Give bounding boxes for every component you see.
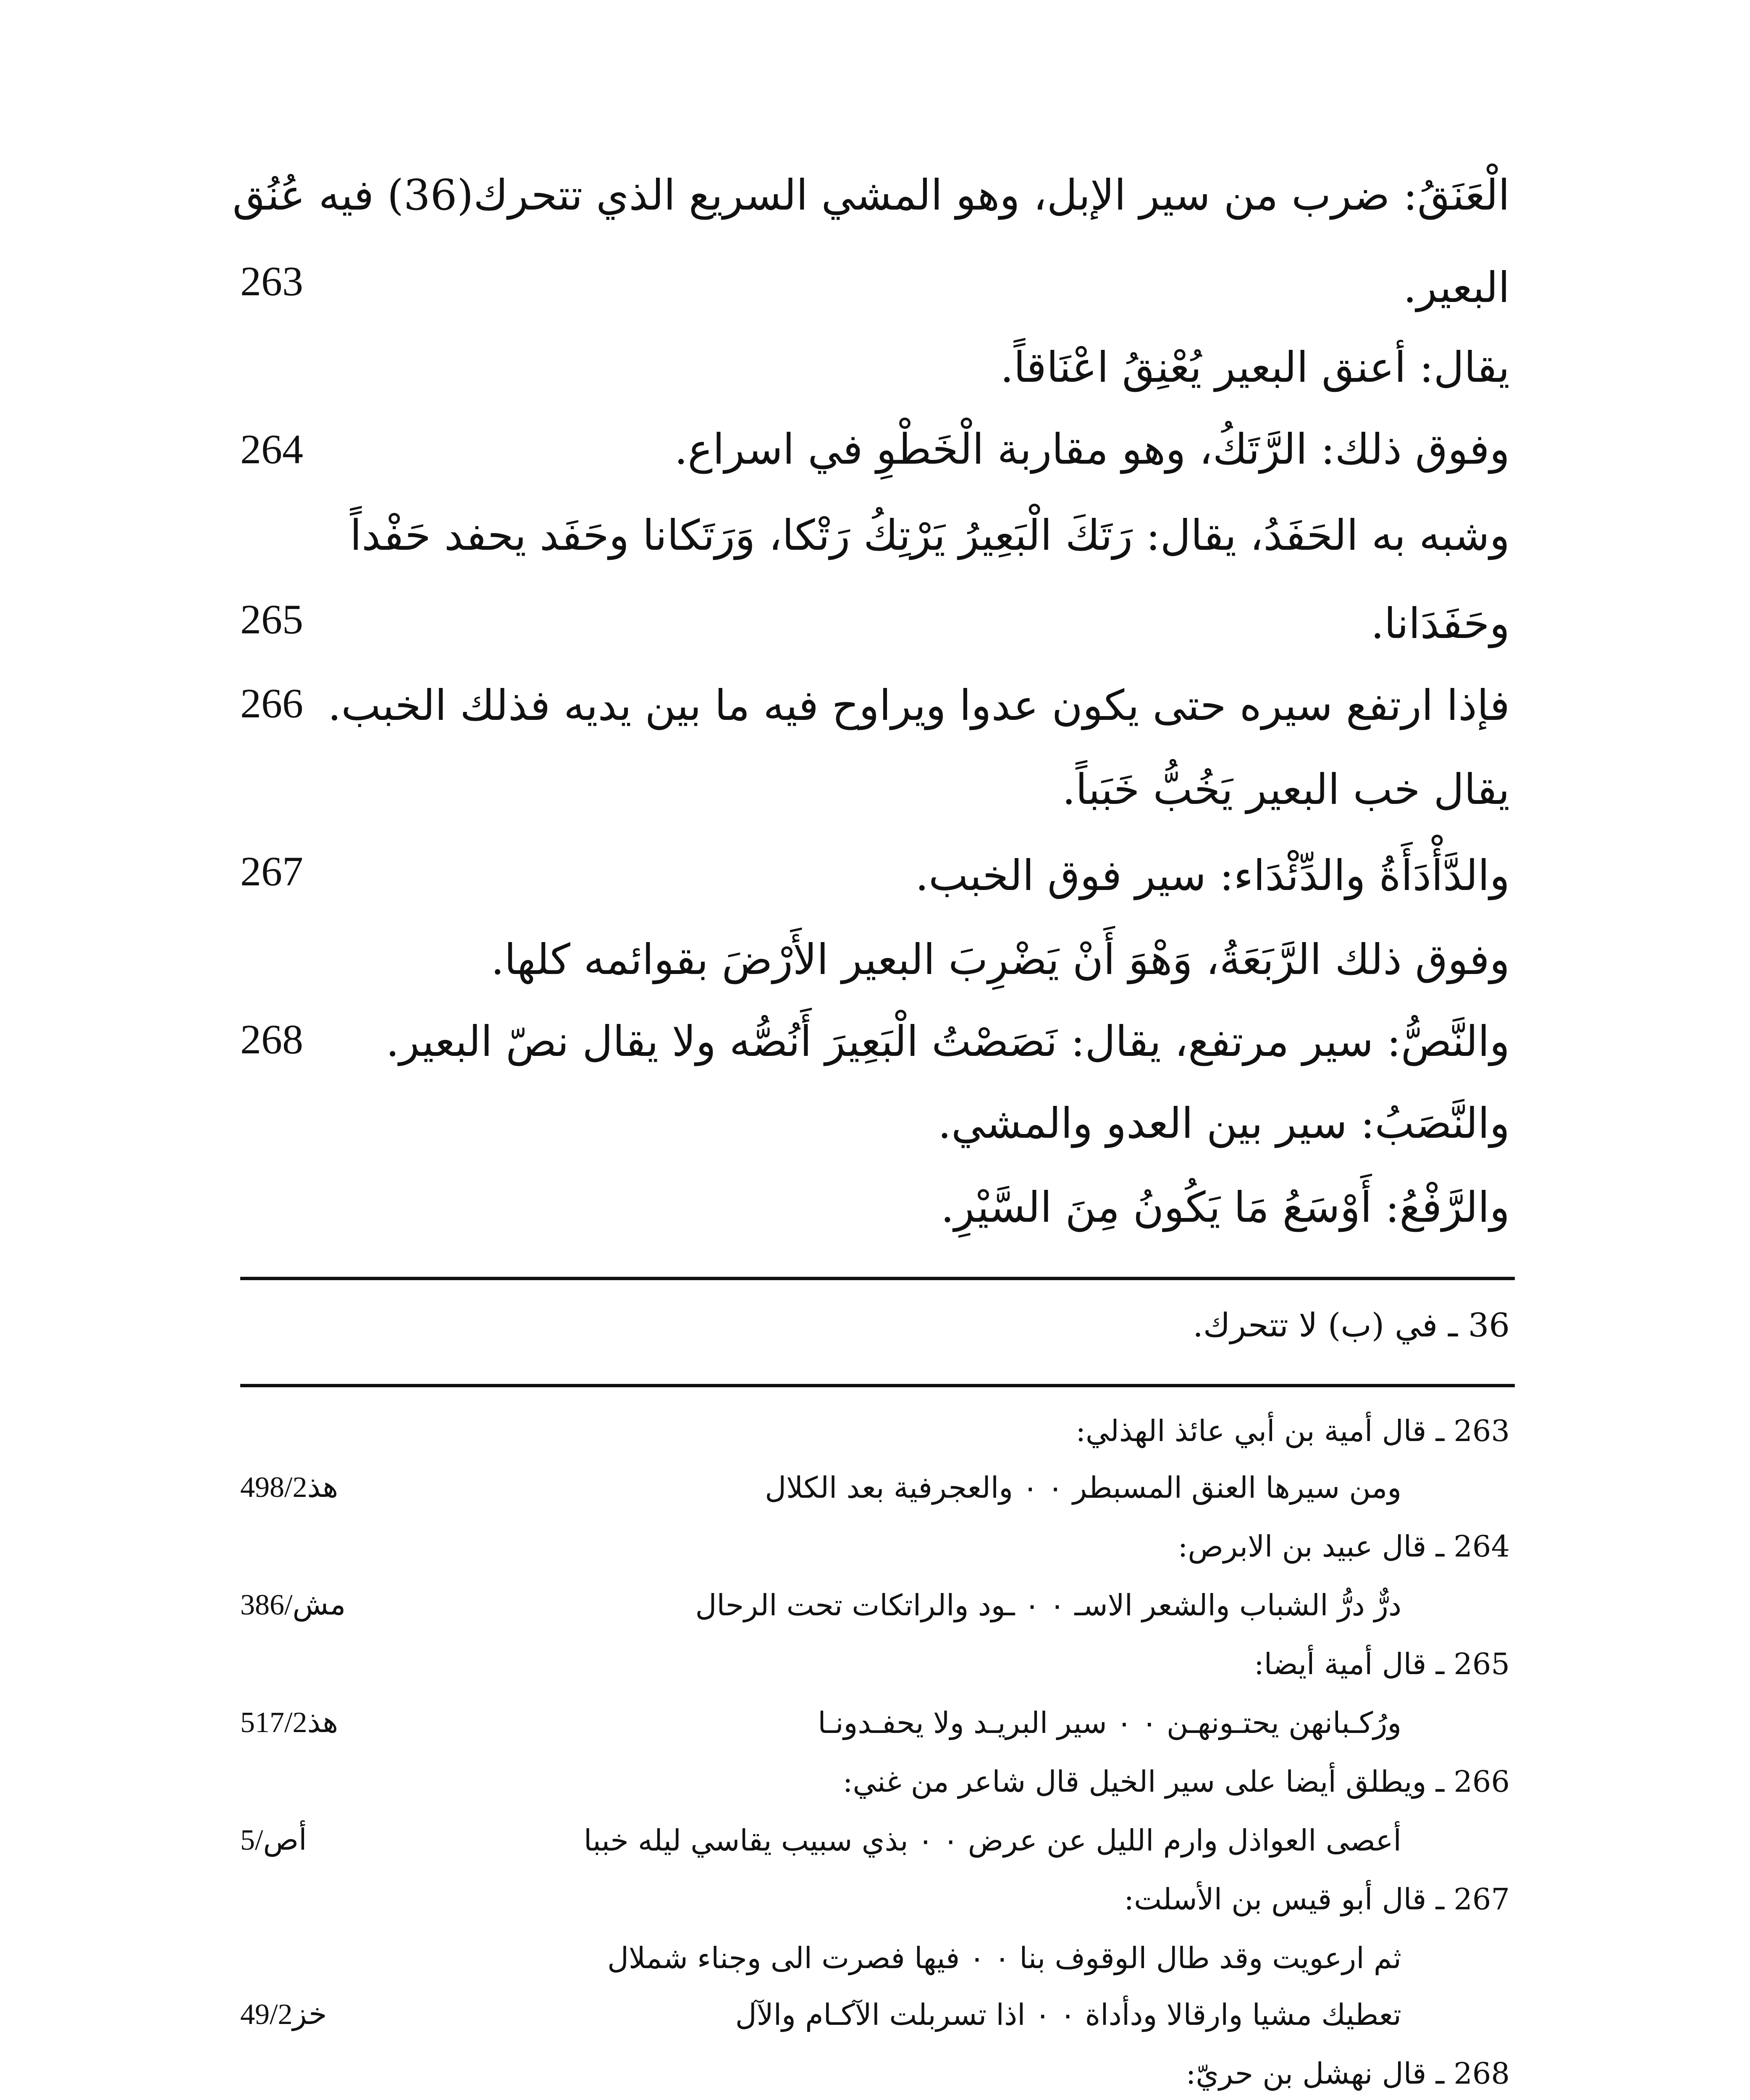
reference-heading: 267 ـ قال أبو قيس بن الأسلت: (1124, 1882, 1510, 1916)
line-number: 263 (240, 258, 303, 304)
line-number: 268 (240, 1016, 303, 1063)
line-number: 264 (240, 426, 303, 472)
main-line: وشبه به الحَفَدُ، يقال: رَتَكَ الْبَعِيرُ يَرْتِكُ رَتْكا، وَرَتَكانا وحَفَد يحفد حَفْداً (350, 511, 1510, 560)
source-ref: مش/386 (240, 1589, 346, 1621)
reference-heading: 264 ـ قال عبيد بن الابرص: (1178, 1529, 1510, 1564)
verse-line: أعصى العواذل وارم الليل عن عرض ٠ ٠ بذي سبيب يقاسي ليله خببا (583, 1823, 1401, 1858)
source-ref: خز49/2 (240, 1998, 327, 2031)
main-line: وحَفَدَانا. (1370, 599, 1510, 648)
source-ref: هذ498/2 (240, 1471, 338, 1504)
source-ref: هذ517/2 (240, 1706, 338, 1739)
line-number: 265 (240, 596, 303, 643)
verse-line: ثم ارعويت وقد طال الوقوف بنا ٠ ٠ فيها فصرت الى وجناء شملال (607, 1941, 1401, 1975)
main-line: يقال: أعنق البعير يُعْنِقُ اعْنَاقاً. (1000, 343, 1510, 392)
footnote-divider (240, 1277, 1515, 1280)
line-number: 267 (240, 848, 303, 895)
main-line: الْعَنَقُ: ضرب من سير الإبل، وهو المشي السريع الذي تتحرك(36) فيه عُنُق (232, 171, 1510, 220)
verse-line: درٌّ درُّ الشباب والشعر الاسـ ٠ ٠ ـود والراتكات تحت الرحال (695, 1588, 1401, 1622)
reference-heading: 266 ـ ويطلق أيضا على سير الخيل قال شاعر من غني: (842, 1764, 1510, 1799)
references-divider (240, 1384, 1515, 1387)
verse-line: ورُكـبانهن يحتـونهـن ٠ ٠ سير البريـد ولا يحفـدونـا (818, 1706, 1401, 1740)
verse-line: ومن سيرها العنق المسبطر ٠ ٠ والعجرفية بعد الكلال (765, 1470, 1401, 1505)
main-line: وفوق ذلك الرَّبَعَةُ، وَهْوَ أَنْ يَضْرِبَ البعير الأَرْضَ بقوائمه كلها. (491, 935, 1510, 984)
main-line: البعير. (1403, 263, 1510, 312)
source-ref: أص/5 (240, 1824, 307, 1856)
main-line: والنَّصَبُ: سير بين العدو والمشي. (938, 1099, 1510, 1148)
reference-heading: 265 ـ قال أمية أيضا: (1254, 1647, 1510, 1681)
main-line: فإذا ارتفع سيره حتى يكون عدوا ويراوح فيه ما بين يديه فذلك الخبب. (328, 681, 1510, 730)
main-line: والدَّأْدَأَةُ والدِّئْدَاء: سير فوق الخبب. (915, 851, 1510, 900)
verse-line: تعطيك مشيا وارقالا ودأداة ٠ ٠ اذا تسربلت الآكـام والآل (735, 1998, 1401, 2032)
line-number: 266 (240, 680, 303, 727)
main-line: والنَّصُّ: سير مرتفع، يقال: نَصَصْتُ الْبَعِيرَ أَنُصُّه ولا يقال نصّ البعير. (386, 1017, 1510, 1066)
main-line: يقال خب البعير يَخُبُّ خَبَباً. (1062, 765, 1510, 814)
main-line: وفوق ذلك: الرَّتَكُ، وهو مقاربة الْخَطْوِ في اسراع. (674, 425, 1510, 474)
main-line: والرَّفْعُ: أَوْسَعُ مَا يَكُونُ مِنَ السَّيْرِ. (941, 1183, 1510, 1232)
footnote: 36 ـ في (ب) لا تتحرك. (1193, 1307, 1510, 1344)
reference-heading: 263 ـ قال أمية بن أبي عائذ الهذلي: (1076, 1414, 1510, 1448)
reference-heading: 268 ـ قال نهشل بن حريّ: (1186, 2056, 1510, 2091)
